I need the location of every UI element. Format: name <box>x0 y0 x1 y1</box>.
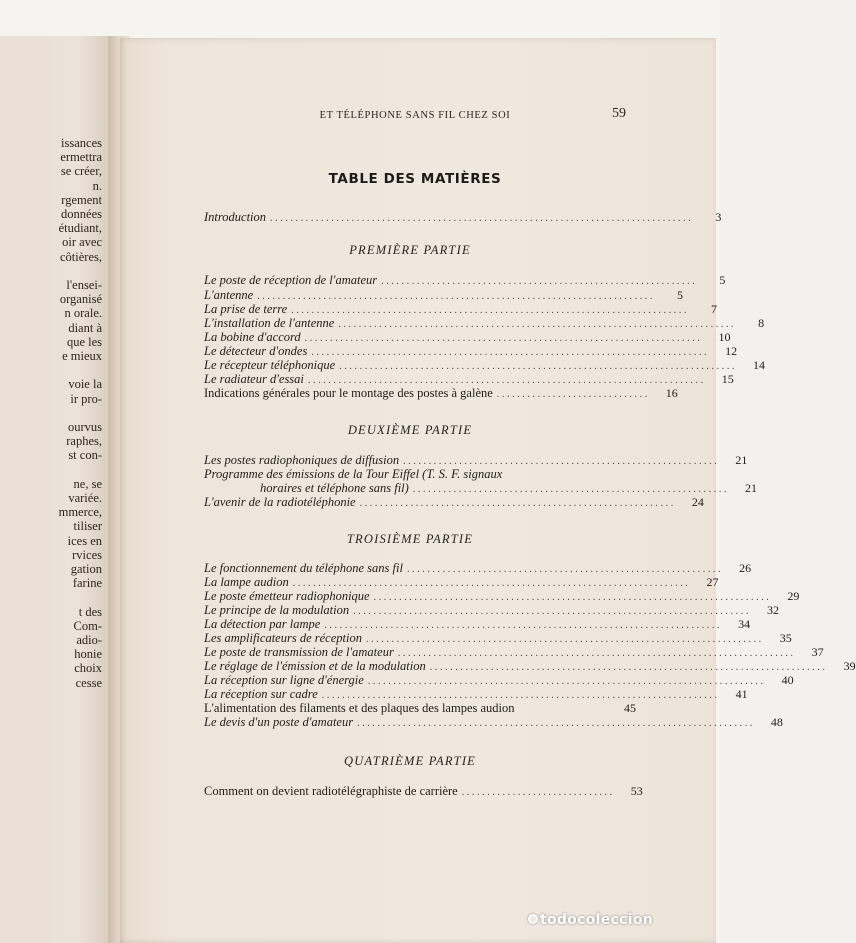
toc-entry-title: L'antenne <box>204 288 254 302</box>
left-page-text-line: étudiant, <box>58 221 102 236</box>
toc-leader-dots: .............................................................................. <box>338 319 737 330</box>
left-page-text-line: farine <box>72 576 102 591</box>
left-page-text-line: n orale. <box>64 306 102 321</box>
toc-leader-dots: .............................................................. <box>412 484 730 495</box>
part-heading-3: TROISIÈME PARTIE <box>346 532 474 546</box>
left-page-text-line: cesse <box>75 675 102 690</box>
left-page <box>0 36 112 943</box>
toc-leader-dots: .............................................................................. <box>429 662 828 673</box>
left-page-text-line: variée. <box>68 491 102 505</box>
toc-entry-page: 7 <box>711 302 718 316</box>
toc-leader-dots: .............................................................................. <box>397 648 796 659</box>
toc-entry-page: 39 <box>843 659 856 673</box>
toc-leader-dots: .............................................................. <box>359 498 676 509</box>
toc-entry-page: 8 <box>758 316 765 330</box>
left-page-text-line: voie la <box>68 377 102 392</box>
left-page-text-line: raphes, <box>66 434 102 449</box>
toc-entry <box>204 784 643 800</box>
toc-entry-title: Le détecteur d'ondes <box>204 344 308 358</box>
left-page-text-line: ne, se <box>73 476 102 491</box>
left-page-text-line: e mieux <box>62 349 102 363</box>
toc-entry-title: Le poste émetteur radiophonique <box>204 589 370 603</box>
toc-leader-dots: .............................. <box>496 389 650 400</box>
toc-entry-page: 40 <box>781 673 794 687</box>
left-page-text-line: honie <box>74 647 102 662</box>
toc-entry-page: 24 <box>691 495 704 509</box>
toc-entry-title: La détection par lampe <box>204 617 321 631</box>
toc-entry-title: Le poste de transmission de l'amateur <box>204 645 394 659</box>
left-page-text-line: rgement <box>61 192 102 207</box>
toc-entry-page: 27 <box>706 575 719 589</box>
toc-entry-page: 26 <box>739 561 752 575</box>
toc-entry-title: Le réglage de l'émission et de la modulation <box>204 659 426 673</box>
toc-entry-page: 12 <box>725 344 738 358</box>
left-page-text-line: tiliser <box>73 519 102 534</box>
toc-leader-dots: .............................................................................. <box>353 606 751 617</box>
page-number: 59 <box>612 106 626 121</box>
toc-entry-title: horaires et téléphone sans fil) <box>260 481 409 495</box>
toc-entry <box>204 273 726 289</box>
circle-logo-icon <box>528 914 538 924</box>
toc-entry-title: L'installation de l'antenne <box>204 316 335 330</box>
toc-entry-title: L'avenir de la radiotéléphonie <box>204 495 356 509</box>
left-page-text-line: mmerce, <box>58 505 102 520</box>
toc-leader-dots: .............................................................................. <box>339 361 738 372</box>
toc-entry <box>204 386 678 402</box>
toc-entry-page: 21 <box>735 453 748 467</box>
toc-entry-page: 21 <box>745 481 758 495</box>
toc-entry-title: La bobine d'accord <box>204 330 301 344</box>
toc-entry-page: 45 <box>624 701 636 715</box>
toc-entry-introduction <box>204 210 722 226</box>
left-page-text-line: ermettra <box>60 150 102 165</box>
part-heading-1: PREMIÈRE PARTIE <box>349 243 471 257</box>
toc-entry-page: 14 <box>753 358 766 372</box>
toc-leader-dots: .............................................................................. <box>257 291 656 302</box>
toc-leader-dots: .............................................................. <box>406 564 724 575</box>
toc-entry-title: Le récepteur téléphonique <box>204 358 336 372</box>
left-page-text-line: issances <box>61 136 102 150</box>
toc-entry-page: 29 <box>787 589 800 603</box>
toc-leader-dots: ................................................................................... <box>270 213 694 224</box>
toc-leader-dots: .............................................................................. <box>373 592 772 603</box>
left-page-text-line: que les <box>66 334 102 349</box>
toc-leader-dots: .............................................................................. <box>304 333 703 344</box>
left-page-text-line: oir avec <box>62 235 102 250</box>
left-page-text-line: ir pro- <box>70 391 102 406</box>
toc-entry <box>204 715 783 731</box>
toc-leader-dots: .............................................................................. <box>307 375 706 386</box>
part-heading-4: QUATRIÈME PARTIE <box>343 754 477 768</box>
toc-entry-title: Introduction <box>204 210 267 224</box>
toc-entry-title: Le principe de la modulation <box>204 603 350 617</box>
left-page-text-line: diant à <box>68 320 102 335</box>
toc-entry-page: 16 <box>665 386 678 400</box>
toc-leader-dots: .............................................................................. <box>357 718 755 729</box>
toc-entry-title: La réception sur ligne d'énergie <box>204 673 364 687</box>
toc-entry-page: 10 <box>718 330 731 344</box>
toc-entry-title: Le fonctionnement du téléphone sans fil <box>204 561 403 575</box>
toc-entry-title: Les amplificateurs de réception <box>204 631 362 645</box>
toc-entry-page: 3 <box>715 210 722 224</box>
left-page-text-line: gation <box>70 562 102 576</box>
toc-leader-dots: .............................................................................. <box>292 578 691 589</box>
toc-leader-dots: .............................. <box>461 787 615 798</box>
toc-leader-dots: .............................................................................. <box>291 305 690 316</box>
toc-entry-page: 15 <box>721 372 734 386</box>
left-page-text-line: choix <box>74 661 102 676</box>
left-page-text-line: côtières, <box>60 249 102 264</box>
left-page-text-line: organisé <box>59 292 102 307</box>
left-page-text-line: st con- <box>68 448 102 463</box>
toc-entry-page: 37 <box>811 645 824 659</box>
left-page-text-line: n. <box>92 178 102 193</box>
toc-entry-title: L'alimentation des filaments et des plaques des lampes audion <box>204 701 515 715</box>
toc-entry-page: 41 <box>735 687 748 701</box>
left-page-text-line: rvices <box>72 547 102 562</box>
toc-entry-page: 5 <box>719 273 726 287</box>
toc-leader-dots: .............................................................................. <box>365 634 764 645</box>
toc-leader-dots: .............................................................................. <box>324 620 723 631</box>
part-heading-2: DEUXIÈME PARTIE <box>347 423 473 437</box>
toc-entry-title: La réception sur cadre <box>204 687 318 701</box>
toc-entry <box>204 495 704 511</box>
toc-leader-dots: .............................................................................. <box>311 347 710 358</box>
toc-leader-dots: .............................................................................. <box>367 676 766 687</box>
watermark: todocoleccion <box>540 912 654 928</box>
toc-entry-page: 35 <box>779 631 792 645</box>
left-page-text-line: se créer, <box>60 164 102 179</box>
toc-entry-title: Le devis d'un poste d'amateur <box>204 715 354 729</box>
toc-entry-title: Comment on devient radiotélégraphiste de carrière <box>204 784 458 798</box>
toc-entry-title: Le radiateur d'essai <box>204 372 304 386</box>
toc-entry-page: 5 <box>677 288 684 302</box>
toc-entry-title: Le poste de réception de l'amateur <box>204 273 378 287</box>
toc-entry-page: 53 <box>630 784 643 798</box>
left-page-text-line: données <box>61 207 102 221</box>
toc-leader-dots: .............................................................. <box>381 276 698 287</box>
left-page-text-line: t des <box>78 604 102 619</box>
toc-entry-page: 34 <box>738 617 751 631</box>
left-page-text-line: Com- <box>73 618 102 633</box>
left-page-text-line: ourvus <box>67 420 102 434</box>
running-head: ET TÉLÉPHONE SANS FIL CHEZ SOI <box>319 110 511 121</box>
toc-entry-title: La lampe audion <box>204 575 289 589</box>
toc-entry-title: Les postes radiophoniques de diffusion <box>204 453 400 467</box>
toc-title: TABLE DES MATIÈRES <box>328 171 502 187</box>
left-page-text-line: l'ensei- <box>66 278 102 292</box>
left-page-text-line: adio- <box>76 633 102 647</box>
toc-entry-title: Programme des émissions de la Tour Eiffel (T. S. F. signaux <box>204 467 503 481</box>
toc-entry-title: La prise de terre <box>204 302 288 316</box>
left-page-text-line: ices en <box>67 533 102 548</box>
toc-leader-dots: .............................................................................. <box>321 690 720 701</box>
toc-leader-dots: .............................................................. <box>403 456 720 467</box>
toc-entry-page: 48 <box>770 715 783 729</box>
toc-entry-title: Indications générales pour le montage des postes à galène <box>204 386 493 400</box>
toc-entry-page: 32 <box>766 603 779 617</box>
